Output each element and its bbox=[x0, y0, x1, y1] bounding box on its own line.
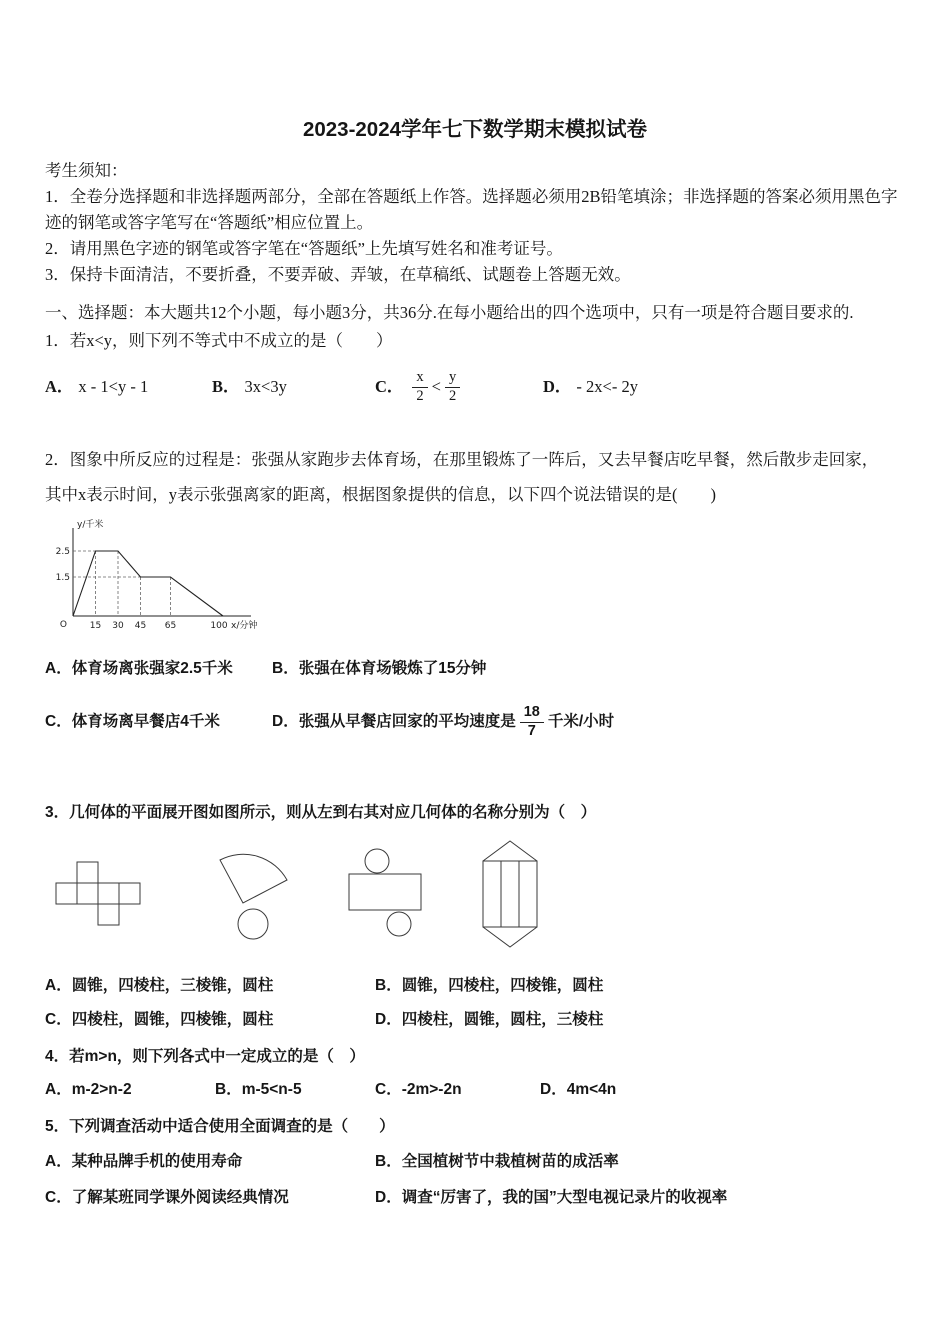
q3-option-b: B．圆锥，四棱柱，四棱锥，圆柱 bbox=[375, 976, 604, 994]
q4-option-c: C．-2m>-2n bbox=[375, 1080, 462, 1098]
option-label: C． bbox=[375, 377, 404, 397]
q1-options bbox=[45, 370, 905, 404]
q3-stem: 3．几何体的平面展开图如图所示，则从左到右其对应几何体的名称分别为（ ） bbox=[45, 803, 597, 821]
q5-stem: 5．下列调查活动中适合使用全面调查的是（ ） bbox=[45, 1117, 395, 1135]
q1-option-b bbox=[212, 375, 375, 399]
y-tick-1-5: 1.5 bbox=[55, 573, 70, 584]
x-axis-label: x/分钟 bbox=[231, 621, 258, 632]
x-tick-65: 65 bbox=[164, 621, 177, 632]
q4-option-d: D．4m<4n bbox=[540, 1080, 617, 1098]
q2-option-b: B．张强在体育场锻炼了15分钟 bbox=[272, 660, 487, 678]
q2-option-a: A．体育场离张强家2.5千米 bbox=[45, 660, 233, 678]
q4-stem: 4．若m>n，则下列各式中一定成立的是（ ） bbox=[45, 1047, 365, 1065]
q1-option-d bbox=[543, 375, 638, 399]
q2-options-ab bbox=[45, 657, 905, 681]
notice-section bbox=[45, 158, 905, 288]
q3-net-cone bbox=[195, 845, 295, 942]
q5-option-b: B．全国植树节中栽植树苗的成活率 bbox=[375, 1152, 619, 1170]
notice-heading: 考生须知： bbox=[45, 161, 128, 180]
option-text-prefix: D．张强从早餐店回家的平均速度是 bbox=[272, 713, 516, 731]
y-tick-2-5: 2.5 bbox=[55, 547, 70, 558]
notice-item-3: 3．保持卡面清洁，不要折叠，不要弄破、弄皱，在草稿纸、试题卷上答题无效。 bbox=[45, 265, 631, 284]
fraction: $\frac{18}{7}$ bbox=[520, 705, 544, 739]
q3-net-triangular-prism bbox=[479, 839, 541, 949]
q3-net-cylinder bbox=[347, 847, 427, 941]
notice-item-1: 1．全卷分选择题和非选择题两部分，全部在答题纸上作答。选择题必须用2B铅笔填涂；非选择题的答案必须用黑色字迹的钢笔或答字笔写在“答题纸”相应位置上。 bbox=[45, 187, 898, 232]
q3-option-a: A．圆锥，四棱柱，三棱锥，圆柱 bbox=[45, 976, 274, 994]
origin-label: O bbox=[59, 620, 67, 631]
q3-options-ab bbox=[45, 974, 905, 998]
q4-option-a: A．m-2>n-2 bbox=[45, 1080, 132, 1098]
fraction: $\frac{y}{2}$ bbox=[445, 370, 460, 404]
q5-option-d: D．调查“厉害了，我的国”大型电视记录片的收视率 bbox=[375, 1188, 728, 1206]
q2-option-c: C．体育场离早餐店4千米 bbox=[45, 713, 220, 731]
page-title: 2023-2024学年七下数学期末模拟试卷 bbox=[302, 118, 648, 141]
q3-option-d: D．四棱柱，圆锥，圆柱，三棱柱 bbox=[375, 1010, 604, 1028]
q2-stem-line1: 2．图象中所反应的过程是：张强从家跑步去体育场，在那里锻炼了一阵后，又去早餐店吃早餐，然后散步走回家， bbox=[45, 450, 879, 470]
q2-option-d bbox=[272, 705, 614, 739]
option-text: x - 1<y - 1 bbox=[78, 377, 149, 397]
q2-distance-time-graph bbox=[53, 516, 293, 638]
q2-options-cd bbox=[45, 705, 905, 739]
x-tick-30: 30 bbox=[112, 621, 124, 632]
x-tick-100: 100 bbox=[210, 621, 228, 632]
option-label: D． bbox=[543, 377, 572, 397]
q3-option-c: C．四棱柱，圆锥，四棱锥，圆柱 bbox=[45, 1010, 274, 1028]
q2-figure bbox=[53, 516, 905, 643]
q1-option-c bbox=[375, 370, 543, 404]
option-text-suffix: 千米/小时 bbox=[547, 713, 615, 731]
q1-stem: 1．若x<y，则下列不等式中不成立的是（ ） bbox=[45, 331, 393, 350]
fraction: $\frac{x}{2}$ bbox=[412, 370, 427, 404]
option-text: - 2x<- 2y bbox=[576, 377, 638, 397]
option-label: B． bbox=[212, 377, 240, 397]
x-tick-15: 15 bbox=[89, 621, 102, 632]
q4-options bbox=[45, 1078, 905, 1102]
q5-option-a: A．某种品牌手机的使用寿命 bbox=[45, 1152, 243, 1170]
notice-item-2: 2．请用黑色字迹的钢笔或答字笔在“答题纸”上先填写姓名和准考证号。 bbox=[45, 239, 563, 258]
y-axis-label: y/千米 bbox=[77, 520, 104, 531]
option-text: 3x<3y bbox=[244, 377, 287, 397]
q5-options-cd bbox=[45, 1186, 905, 1210]
q5-options-ab bbox=[45, 1150, 905, 1174]
q5-option-c: C．了解某班同学课外阅读经典情况 bbox=[45, 1188, 289, 1206]
option-label: A． bbox=[45, 377, 74, 397]
relation-sign: < bbox=[431, 377, 441, 397]
q3-net-cuboid bbox=[55, 861, 143, 927]
q3-options-cd bbox=[45, 1008, 905, 1032]
x-tick-45: 45 bbox=[134, 621, 147, 632]
q1-option-a bbox=[45, 375, 212, 399]
q3-figures bbox=[55, 838, 905, 950]
q2-stem-line2: 其中x表示时间，y表示张强离家的距离，根据图象提供的信息，以下四个说法错误的是( ) bbox=[45, 485, 716, 505]
section-heading: 一、选择题：本大题共12个小题，每小题3分，共36分.在每小题给出的四个选项中，只有一项是符合题目要求的. bbox=[45, 303, 854, 322]
q4-option-b: B．m-5<n-5 bbox=[215, 1080, 302, 1098]
